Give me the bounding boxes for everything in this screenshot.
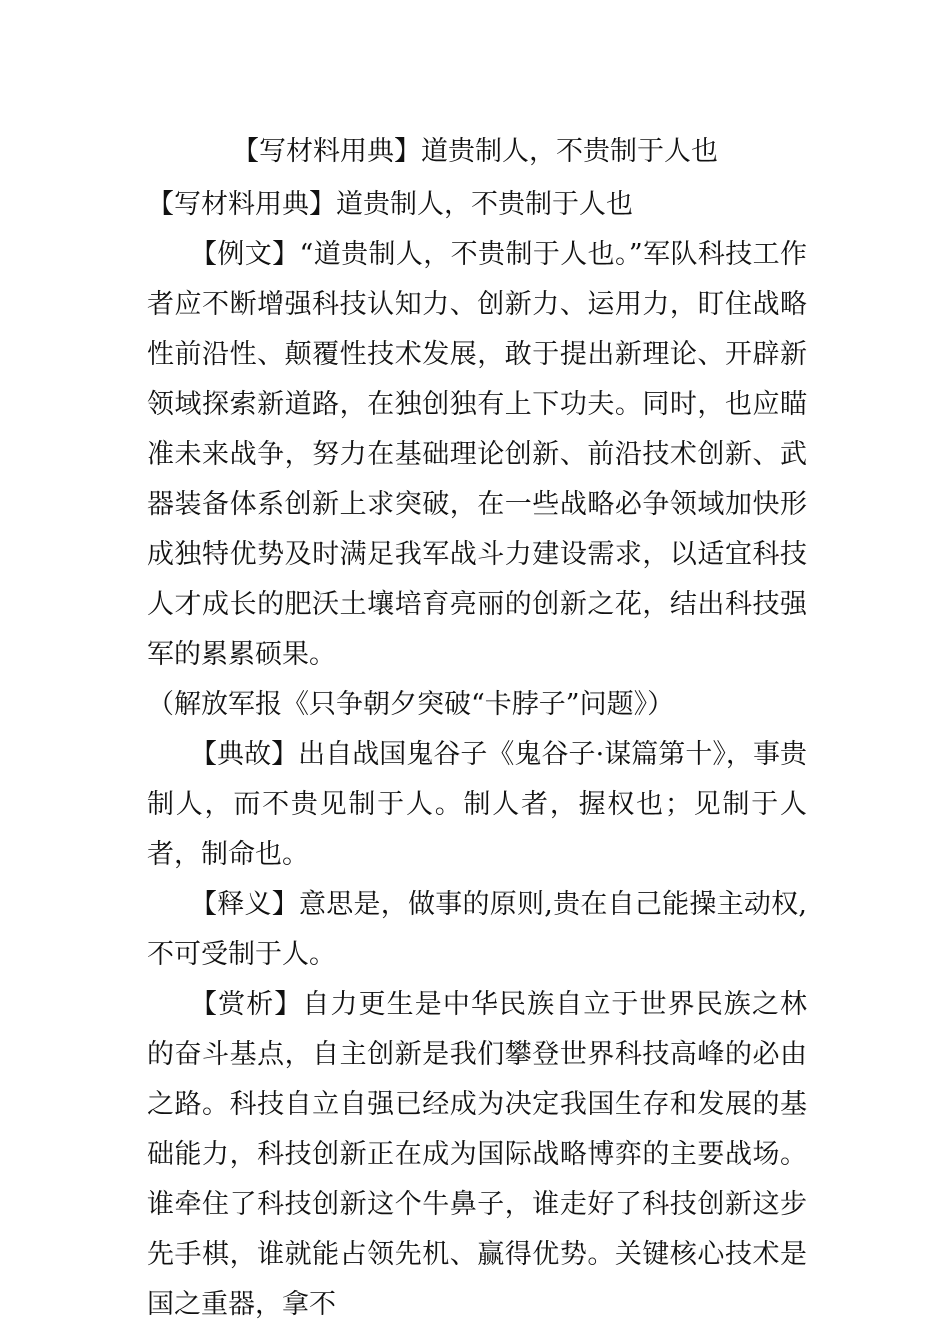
paragraph-source: （解放军报《只争朝夕突破“卡脖子”问题》）: [147, 689, 675, 720]
paragraph-meaning: 【释义】意思是，做事的原则,贵在自己能操主动权,不可受制于人。: [147, 889, 807, 970]
document-subtitle: 【写材料用典】道贵制人，不贵制于人也: [147, 189, 633, 220]
paragraph-example: 【例文】“道贵制人，不贵制于人也。”军队科技工作者应不断增强科技认知力、创新力、运用力，盯住战略性前沿性、颠覆性技术发展，敢于提出新理论、开辟新领域探索新道路，在独创独有上下功夫。同时，也应瞄准未来战争，努力在基础理论创新、前沿技术创新、武器装备体系创新上求突破，在一些战略必争领域加快形成独特优势及时满足我军战斗力建设需求，以适宜科技人才成长的肥沃土壤培育亮丽的创新之花，结出科技强军的累累硕果。: [147, 239, 807, 670]
document-body: [147, 180, 807, 1330]
document-title: 【写材料用典】道贵制人，不贵制于人也: [232, 136, 718, 167]
paragraph-allusion: 【典故】出自战国鬼谷子《鬼谷子·谋篇第十》，事贵制人，而不贵见制于人。制人者，握权也；见制于人者，制命也。: [147, 739, 807, 870]
paragraph-appreciation: 【赏析】自力更生是中华民族自立于世界民族之林的奋斗基点，自主创新是我们攀登世界科技高峰的必由之路。科技自立自强已经成为决定我国生存和发展的基础能力，科技创新正在成为国际战略博弈的主要战场。谁牵住了科技创新这个牛鼻子，谁走好了科技创新这步先手棋，谁就能占领先机、赢得优势。关键核心技术是国之重器，拿不: [147, 989, 807, 1320]
